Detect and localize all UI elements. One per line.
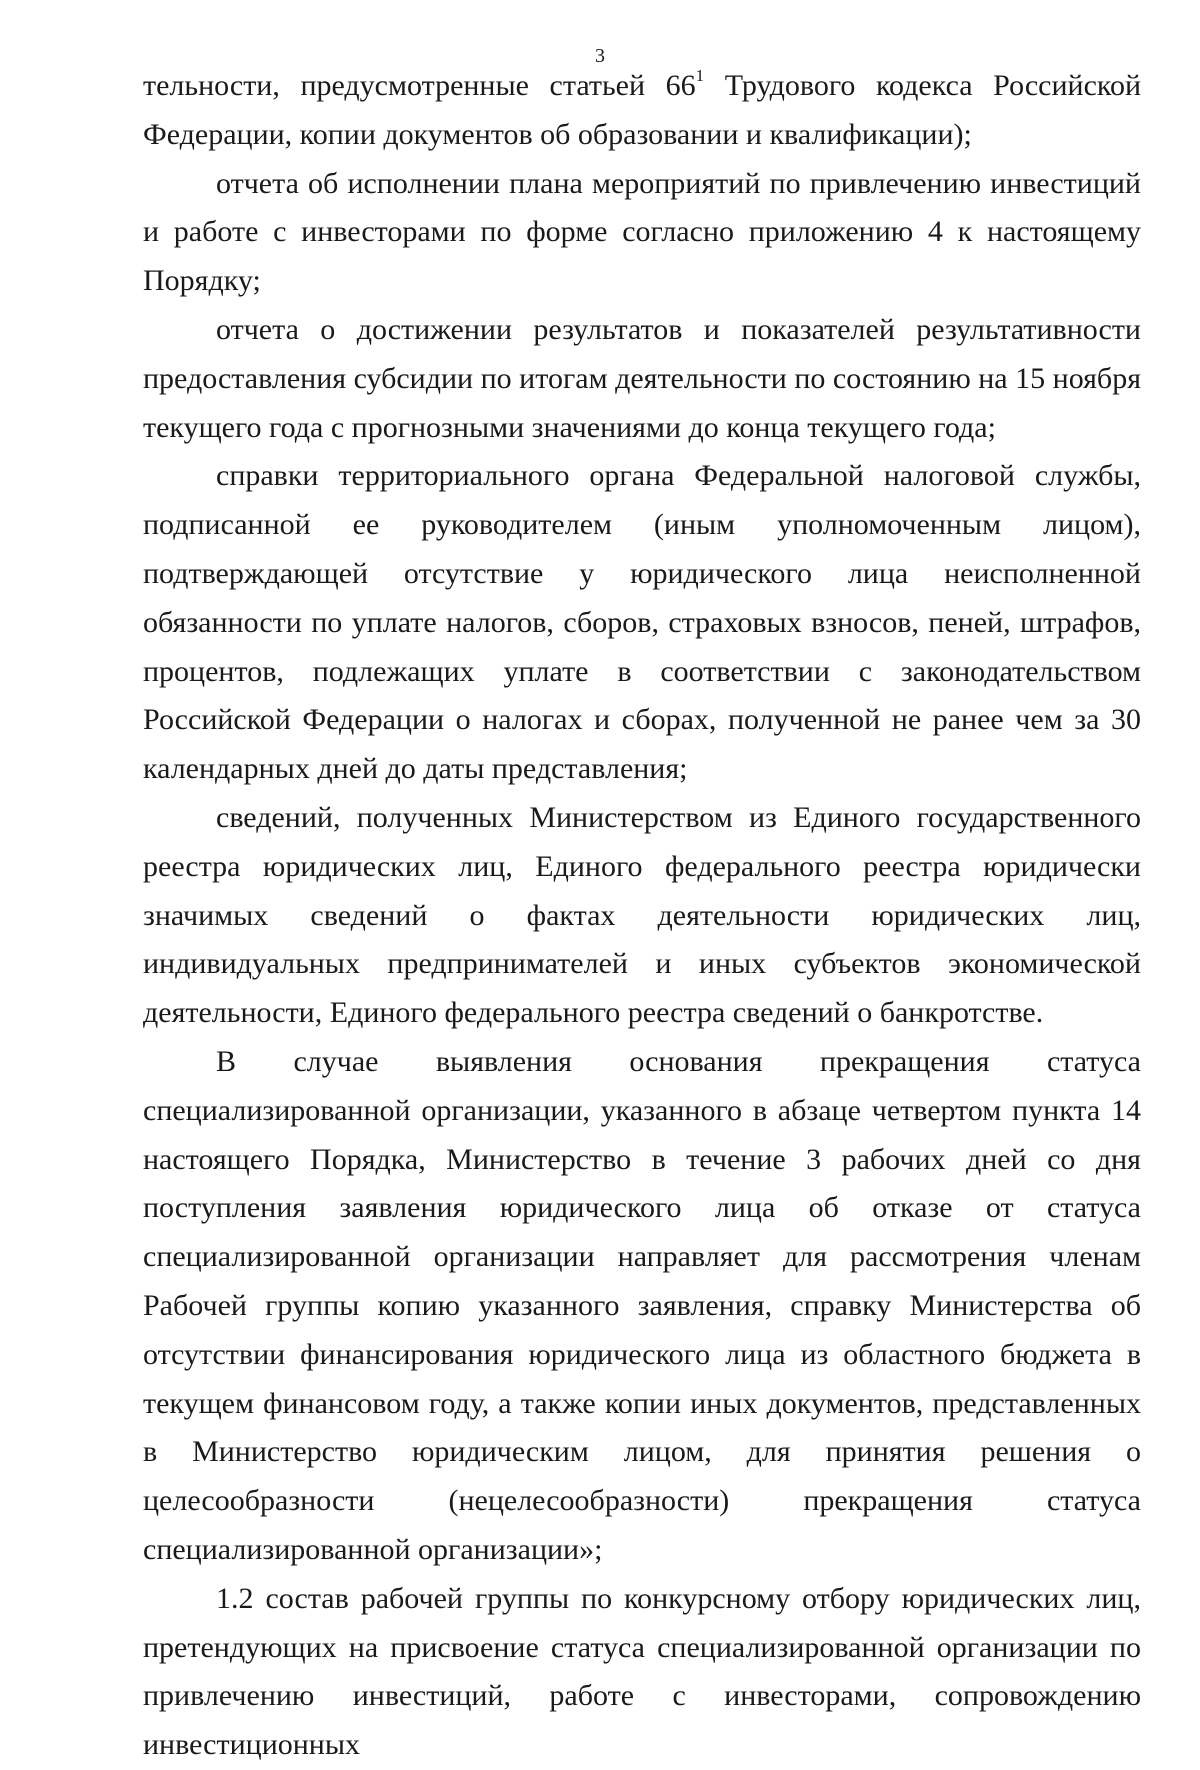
paragraph-registry-info: сведений, полученных Министерством из Единого государственного реестра юридических лиц, Единого федерального реестра юридически значимых сведений о фактах деятельности юридических лиц, индивидуальных предпринимателей и иных субъектов экономической деятельности, Единого федерального реестра сведений о банкротстве. (143, 800, 1141, 1030)
paragraph-text: тельности, предусмотренные статьей 66 (143, 69, 696, 102)
paragraph-continuation (143, 62, 1141, 160)
paragraph-text: Трудового кодекса Российской Федерации, копии документов об образовании и квалификации); (143, 69, 1141, 151)
paragraph-results-report: отчета о достижении результатов и показателей результативности предоставления субсидии по итогам деятельности по состоянию на 15 ноября текущего года с прогнозными значениями до конца текущего года; (143, 312, 1141, 444)
paragraph-working-group: 1.2 состав рабочей группы по конкурсному отбору юридических лиц, претендующих на присвоение статуса специализированной организации по привлечению инвестиций, работе с инвесторами, сопровождению инвестиционных (143, 1581, 1141, 1762)
page-number: 3 (595, 45, 605, 67)
paragraph-tax-certificate: справки территориального органа Федеральной налоговой службы, подписанной ее руководителем (иным уполномоченным лицом), подтверждающей отсутствие у юридического лица неисполненной обязанности по уплате налогов, сборов, страховых взносов, пеней, штрафов, процентов, подлежащих уплате в соответствии с законодательством Российской Федерации о налогах и сборах, полученной не ранее чем за 30 календарных дней до даты представления; (143, 459, 1141, 786)
paragraph-status-termination: В случае выявления основания прекращения статуса специализированной организации, указанного в абзаце четвертом пункта 14 настоящего Порядка, Министерство в течение 3 рабочих дней со дня поступления заявления юридического лица об отказе от статуса специализированной организации направляет для рассмотрения членам Рабочей группы копию указанного заявления, справку Министерства об отсутствии финансирования юридического лица из областного бюджета в текущем финансовом году, а также копии иных документов, представленных в Министерство юридическим лицом, для принятия решения о целесообразности (нецелесообразности) прекращения статуса специализированной организации»; (143, 1044, 1141, 1566)
paragraph-investment-plan-report: отчета об исполнении плана мероприятий по привлечению инвестиций и работе с инвесторами по форме согласно приложению 4 к настоящему Порядку; (143, 166, 1141, 298)
document-body (143, 62, 1141, 1770)
superscript-mark: 1 (695, 66, 705, 85)
